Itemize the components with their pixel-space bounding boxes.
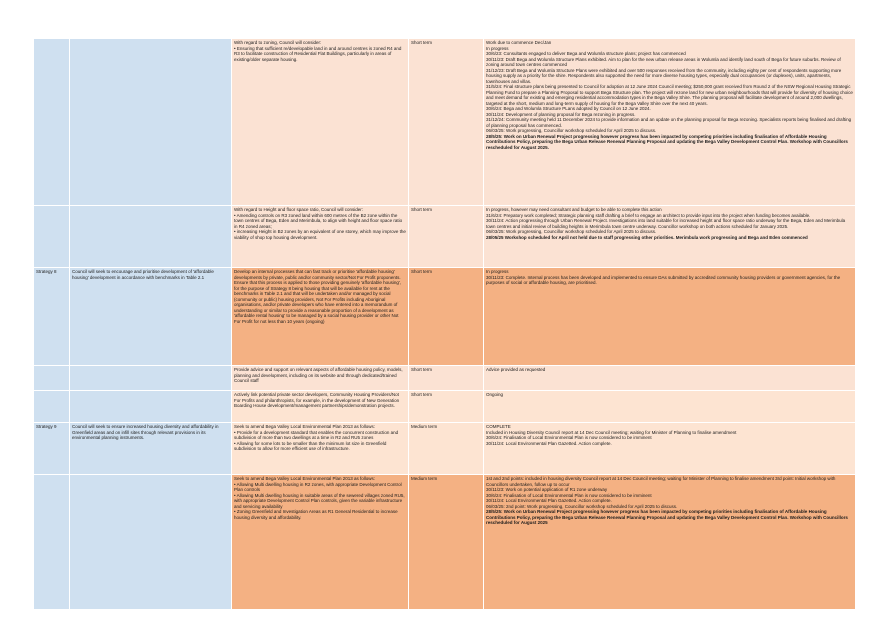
action-line: • Zoning Greenfield and Investigation Areas as R1 General Residential to increase housing diversity and affordability. [234, 509, 398, 520]
progress-line: 31/12/23: Draft Bega and Wolumla Structure Plans were exhibited and over 500 responses received from the community, including eighty per cent of respondents supporting more housing supply as a priority for the shire. Respondents also supported the need for more diverse housing types, especially dual occupancies (or duplexes), units, apartments, townhouses and villas. [486, 67, 842, 84]
timeframe-cell: Short term [409, 206, 484, 268]
table-row [34, 366, 856, 391]
action-line: With regard to zoning, Council will consider: [234, 40, 322, 45]
action-cell [232, 206, 409, 268]
strategy-cell [34, 206, 70, 268]
progress-line: In progress [486, 269, 509, 274]
action-cell [232, 391, 409, 423]
action-line: • Amending controls on R3 zoned land within 600 metres of the B2 zone within the town centres of Bega, Eden and Merimbula, to align with height and floor space ratio in R4 zoned areas; [234, 212, 403, 229]
progress-line: 06/03/25: Work progressing, Councillor workshop scheduled for April 2025 to discuss. [486, 229, 657, 234]
action-line: • Allowing for some lots to be smaller than the minimum lot size in Greenfield subdivision to allow for more efficient use of infrastructure. [234, 440, 387, 451]
progress-line: COMPLETE [486, 424, 511, 429]
strategy-cell: Strategy 9 [34, 423, 70, 475]
action-line: Ensure that this process is applied to those providing genuinely 'affordable housing', for the purpose of Strategy 8 being housing that will be available for rent at the benchmarks in Table 2.1 and that will be undertaken and/or managed by social (community or public) housing providers, Not For Profits including Aboriginal organisations, and/or private developers who have entered into a memorandum of understanding or similar to provide a reasonable proportion of a development as 'affordable rental housing' to be managed by a social housing provider or other Not For Profit for not less than 10 years (ongoing) [234, 280, 401, 324]
table-row [34, 475, 856, 610]
progress-cell [484, 39, 856, 206]
progress-line: 30/11/24: Action progressing through Urban Renewal Project. Investigations into land suitable for increased height and floor space ratio underway for the Bega, Eden and Merimbula town centres and initial review of building heights in Merimbula town centre underway. Councillor workshop on both actions scheduled for January 2025. [486, 218, 846, 229]
strategy-description-cell [70, 366, 232, 391]
progress-cell [484, 268, 856, 366]
action-line: • Allowing Multi dwelling housing in R2 zones, with appropriate Development Control Plan controls [234, 481, 402, 492]
action-line: • Allowing Multi dwelling housing in suitable areas of the sewered villages zoned RU5, with appropriate Development Control Plan controls, given the variable infrastructure and servicing availability [234, 492, 405, 509]
progress-line: 30/11/24: Local Environmental Plan Gazetted. Action complete. [486, 440, 612, 446]
action-cell [232, 423, 409, 475]
strategy-cell: Strategy 8 [34, 268, 70, 366]
progress-line: 31/5/24: Final structure plans being presented to Council for adoption at 12 June 2024 Council meeting; $250,000 grant received from Round 2 of the NSW Regional Housing Strategic Planning Fund to prepare a Planning Proposal to support Bega Structure plan. The project will rezone land for new urban neighbourhoods that will provide for diversity of housing choice and meet demand for existing and emerging residential accommodation types in the Bega Valley Shire. The planning proposal will facilitate development of around 2,000 dwellings, targeted at the short, medium and long-term supply of housing for the Bega Valley Shire over the next 40 years. [486, 84, 853, 106]
progress-line: Advice provided as requested [486, 367, 546, 372]
strategy-description-cell [70, 206, 232, 268]
timeframe-cell: Short term [409, 268, 484, 366]
table-row [34, 39, 856, 206]
progress-line: 06/03/25: Work progressing, Councillor workshop scheduled for April 2025 to discuss. [486, 128, 657, 133]
action-line: • Provide for a development standard that enables the concurrent construction and subdivision of more than two dwellings at a time in R2 and RU5 zones [234, 429, 399, 440]
progress-line: 30/6/24: Finalisation of Local Environmental Plan is now considered to be imminent [486, 492, 652, 498]
progress-line: 31/12/24: Community meeting held 11 December 2024 to provide information and an update on the planning proposal for Bega rezoning. Specialists reports being finalised and drafting of planning proposal has commenced. [486, 117, 852, 128]
progress-bold-line: 28/05/25 Workshop scheduled for April not held due to staff progressing other priorities. Merimbula work progressing and Bega and Eden commenced [486, 234, 808, 240]
progress-cell [484, 475, 856, 610]
strategy-description-cell [70, 475, 232, 610]
strategy-description-cell: Council will seek to ensure increased housing diversity and affordability in Greenfield areas and on infill sites through relevant provisions in its environmental planning instruments. [70, 423, 232, 475]
timeframe-cell: Medium term [409, 423, 484, 475]
strategy-description-cell: Council will seek to encourage and prioritise development of 'affordable housing' development in accordance with benchmarks in Table 2.1 [70, 268, 232, 366]
progress-cell [484, 423, 856, 475]
progress-line: 30/6/24: Finalisation of Local Environmental Plan is now considered to be imminent [486, 435, 652, 440]
strategy-description-cell [70, 39, 232, 206]
action-cell [232, 475, 409, 610]
action-line: Develop an internal processes that can fast track or prioritise 'affordable housing' developments by private, public and/or community sector/Not For Profit proponents. [234, 269, 401, 280]
progress-line: 30/11/23: Draft Bega and Wolumla Structure Plans exhibited. Aim to plan for the new urban release areas in Wolumla and identify land south of Bega for future suburbs. Review of zoning around town centres commenced [486, 56, 841, 67]
action-line: • Ensuring that sufficient re/developable land in and around centres is zoned R4 and R3 to facilitate construction of Residential Flat Buildings, particularly in areas of existing/older separate housing. [234, 45, 402, 62]
progress-line: 31/6/24: Prepatory work completed; Strategic planning staff drafting a brief to engage an architect to provide input into the project when funding becomes available. [486, 212, 811, 218]
progress-line: 30/11/23: Complete. Internal process has been developed and implemented to ensure DAs submitted by accredited community housing providers or government agencies, for the purposes of social or affordable housing, are prioritised. [486, 274, 841, 285]
action-line: • increasing Height in B2 zones by an equivalent of one storey, which may improve the viability of shop top housing development. [234, 229, 406, 240]
strategy-cell [34, 475, 70, 610]
progress-cell [484, 391, 856, 423]
action-cell [232, 268, 409, 366]
progress-line: Work due to commence Dec/Jan [486, 40, 552, 45]
action-line: Seek to amend Bega Valley Local Environmental Plan 2013 as follows: [234, 424, 376, 429]
progress-cell [484, 366, 856, 391]
timeframe-cell: Short term [409, 366, 484, 391]
strategy-cell [34, 391, 70, 423]
action-cell [232, 39, 409, 206]
table-row [34, 391, 856, 423]
action-line: Provide advice and support on relevant aspects of affordable housing policy, models, planning and development, including on its website and through dedicated/trained Council staff [234, 367, 403, 383]
action-line: With regard to Height and floor space ratio, Council will consider: [234, 207, 364, 212]
table-row [34, 268, 856, 366]
progress-line: 30/11/23: Work on potential application of R1 zone underway [486, 487, 608, 492]
progress-line: 1st and 2nd points: included in housing diversity Council report at 14 Dec Council meeting; waiting for Minister of Planning to finalise amendment 3rd point: Initial workshop with Councillors undertaken, follow up to occur [486, 476, 836, 487]
timeframe-cell: Short term [409, 391, 484, 423]
progress-line: Ongoing [486, 392, 504, 397]
timeframe-cell: Short term [409, 39, 484, 206]
strategy-cell [34, 366, 70, 391]
strategy-progress-table [33, 38, 856, 610]
progress-line: Included in Housing Diversity Council report at 14 Dec Council meeting; waiting for Minister of Planning to finalise amendment [486, 429, 737, 435]
table-row [34, 423, 856, 475]
progress-cell [484, 206, 856, 268]
progress-line: 06/03/25: 2nd point: Work progressing, Councillor workshop scheduled for April 2025 to discuss. [486, 503, 678, 509]
progress-line: 30/6/24: Bega and Wolumla Structure PLans adopted by Council on 12 June 2024. [486, 106, 651, 111]
timeframe-cell: Medium term [409, 475, 484, 610]
action-line: Seek to amend Bega Valley Local Environmental Plan 2013 as follows: [234, 476, 376, 481]
progress-bold-line: 28/5/25: Work on Urban Renewal Project progressing however progress has been impacted by competing priorities including finalisation of Affordable Housing Contributions Policy, preparing the Bega Urban Release Renewal Planning Proposal and updating the Bega Valley Development Control Plan. Workshop with Councillors rescheduled for August 2025. [486, 133, 848, 150]
progress-line: 30/6/23: Consultants engaged to deliver Bega and Wolumla structure plans; project has commenced [486, 51, 686, 56]
action-cell [232, 366, 409, 391]
progress-line: In progress, however may need consultant and budget to be able to complete this action [486, 207, 662, 212]
progress-bold-line: 28/5/25: Work on Urban Renewal Project progressing however progress has been impacted by competing priorities including finalisation of Affordable Housing Contributions Policy, preparing the Bega Urban Release Renewal Planning Proposal and updating the Bega Valley Development Control Plan. Workshop with Councillors rescheduled for August 2025 [486, 509, 848, 525]
table-row [34, 206, 856, 268]
progress-line: 30/11/24: Local Environmental Plan Gazetted. Action complete. [486, 498, 612, 503]
strategy-description-cell [70, 391, 232, 423]
action-line: Actively link potential private sector developers, Community Housing Providers/Not For Profits and philanthropists, for example, in the development of New Generation Boarding House development/management partnerships/demonstration projects. [234, 392, 400, 408]
strategy-cell [34, 39, 70, 206]
progress-line: In progress [486, 45, 509, 51]
progress-line: 30/11/24: Development of planning proposal for Bega rezoning in progress. [486, 111, 636, 117]
